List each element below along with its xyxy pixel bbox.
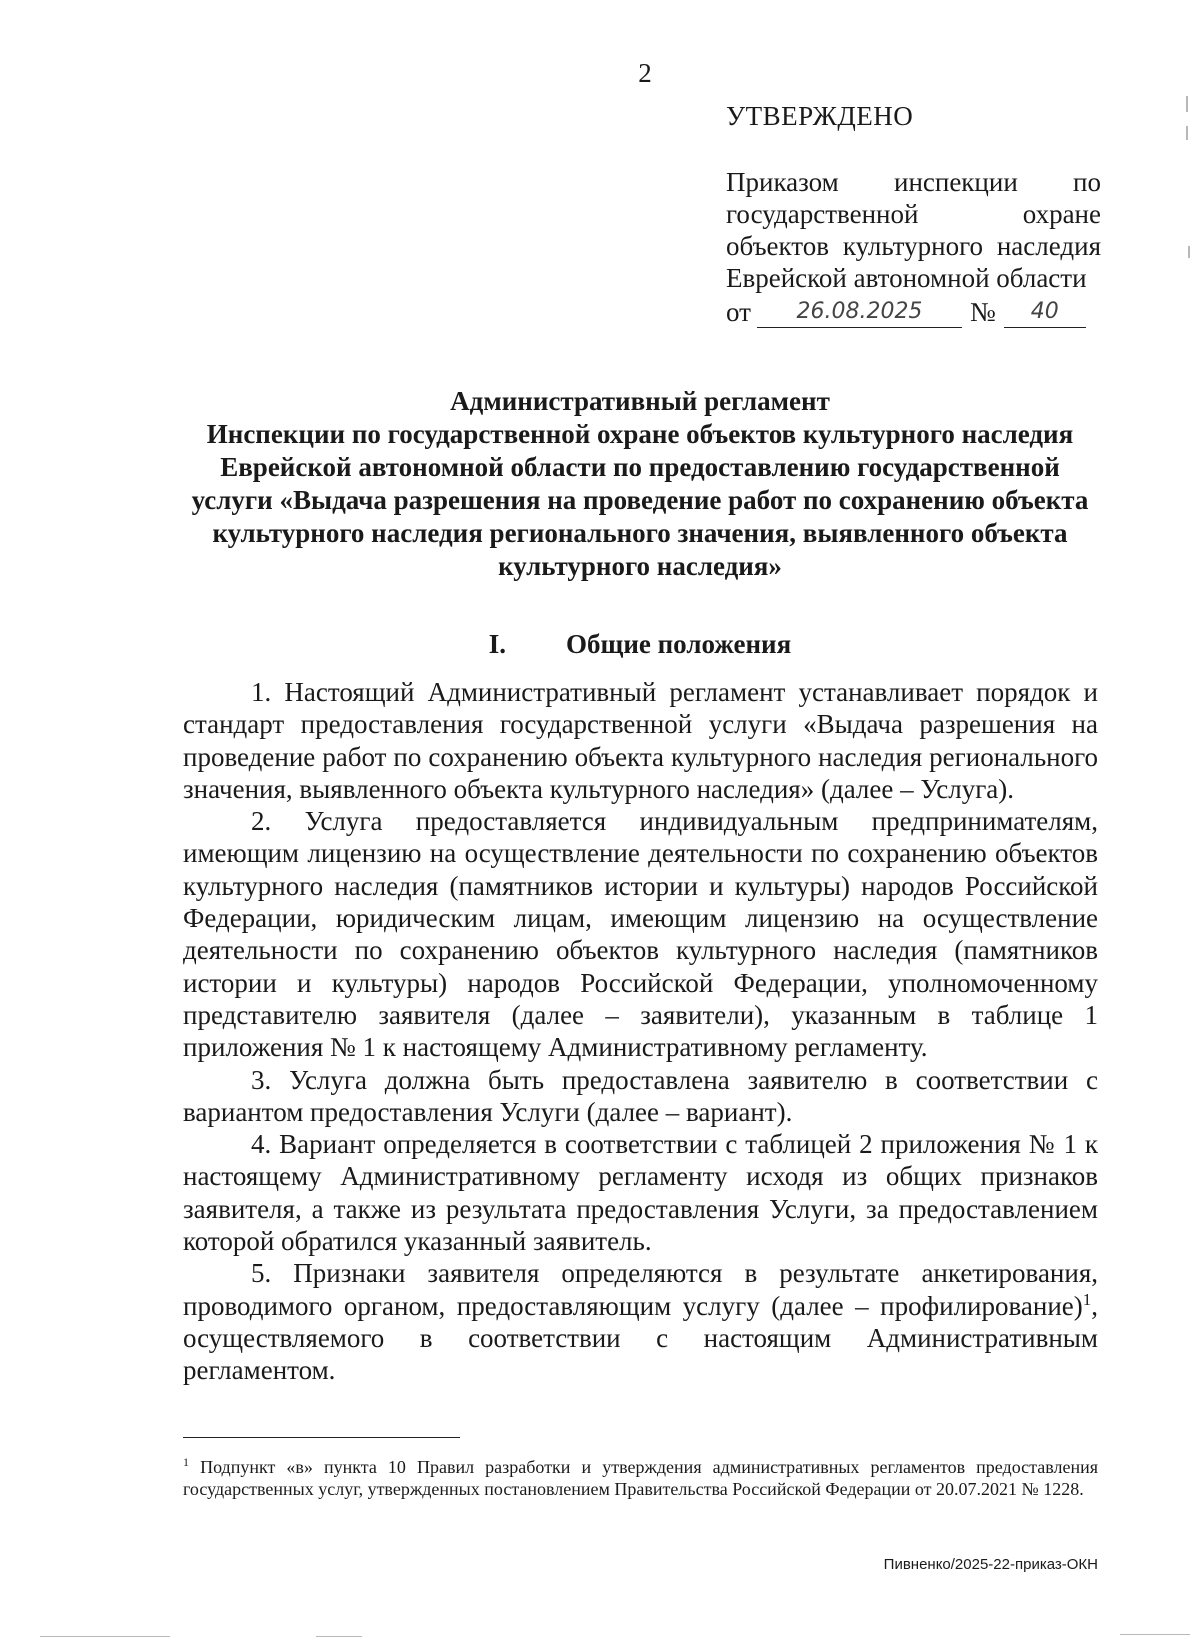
approval-title: УТВЕРЖДЕНО: [726, 101, 914, 131]
scan-artifact: [1188, 246, 1190, 258]
regulation-title-line-6: культурного наследия»: [498, 551, 782, 581]
paragraph-5-tail: , осуществляемого в соответствии с настоящим Административным регламентом.: [183, 1290, 1098, 1386]
scan-artifact: [1186, 96, 1188, 112]
approval-line-4: Еврейской автономной области: [726, 263, 1087, 293]
paragraph-2: 2. Услуга предоставляется индивидуальным предпринимателям, имеющим лицензию на осуществление деятельности по сохранению объектов культурного наследия (памятников истории и культуры) народов Российской Федерации, юридическим лицам, имеющим лицензию на осуществление деятельности по сохранению объектов культурного наследия (памятников истории и культуры) народов Российской Федерации, уполномоченному представителю заявителя (далее – заявители), указанным в таблице 1 приложения № 1 к настоящему Административному регламенту.: [183, 806, 1098, 1063]
regulation-title-line-5: культурного наследия регионального значения, выявленного объекта: [212, 518, 1068, 548]
approval-line-2: государственной охране: [726, 199, 1101, 229]
footnote-text: Подпункт «в» пункта 10 Правил разработки и утверждения административных регламентов предоставления государственных услуг, утвержденных постановлением Правительства Российской Федерации от 20.07.2021 № 1228.: [183, 1457, 1098, 1499]
approval-text: [726, 166, 1101, 294]
section-heading: [170, 629, 1110, 660]
section-number: I.: [488, 629, 507, 659]
order-date-handwritten: 26.08.2025: [757, 297, 962, 328]
paragraph-1: 1. Настоящий Административный регламент устанавливает порядок и стандарт предоставления государственной услуги «Выдача разрешения на проведение работ по сохранению объекта культурного наследия регионального значения, выявленного объекта культурного наследия» (далее – Услуга).: [183, 677, 1098, 804]
paragraph-4: 4. Вариант определяется в соответствии с таблицей 2 приложения № 1 к настоящему Административному регламенту исходя из общих признаков заявителя, а также из результата предоставления Услуги, за предоставлением которой обратился указанный заявитель.: [183, 1129, 1098, 1257]
regulation-title: [170, 385, 1110, 583]
file-code: Пивненко/2025-22-приказ-ОКН: [883, 1556, 1098, 1573]
body-text: [183, 676, 1098, 1387]
scan-artifact: [40, 1636, 170, 1637]
footnote-mark: 1: [183, 1455, 189, 1469]
paragraph-5-text: 5. Признаки заявителя определяются в результате анкетирования, проводимого органом, предоставляющим услугу (далее – профилирование): [183, 1258, 1098, 1321]
page-number: 2: [638, 58, 652, 88]
regulation-title-line-3: Еврейской автономной области по предоставлению государственной: [220, 452, 1060, 482]
section-title: Общие положения: [566, 629, 792, 659]
regulation-title-line-4: услуги «Выдача разрешения на проведение работ по сохранению объекта: [191, 485, 1089, 515]
footnote-reference[interactable]: 1: [1082, 1289, 1092, 1309]
footnote-divider: [183, 1437, 460, 1438]
scan-artifact: [1120, 1634, 1190, 1635]
order-date-number-line: [726, 296, 1101, 328]
scan-artifact: [316, 1636, 362, 1637]
approval-line-3: объектов культурного наследия: [726, 231, 1101, 261]
approval-line-1: Приказом инспекции по: [726, 167, 1101, 197]
regulation-title-line-2: Инспекции по государственной охране объектов культурного наследия: [206, 419, 1074, 449]
paragraph-5: [183, 1257, 1098, 1386]
footnote: [183, 1456, 1098, 1500]
regulation-title-line-1: Административный регламент: [450, 386, 830, 416]
scan-artifact: [1186, 126, 1188, 140]
number-prefix: №: [969, 297, 996, 327]
approval-block: [726, 100, 1101, 328]
date-prefix: от: [726, 297, 751, 327]
paragraph-3: 3. Услуга должна быть предоставлена заявителю в соответствии с вариантом предоставления Услуги (далее – вариант).: [183, 1064, 1098, 1127]
order-number-handwritten: 40: [1004, 297, 1086, 328]
